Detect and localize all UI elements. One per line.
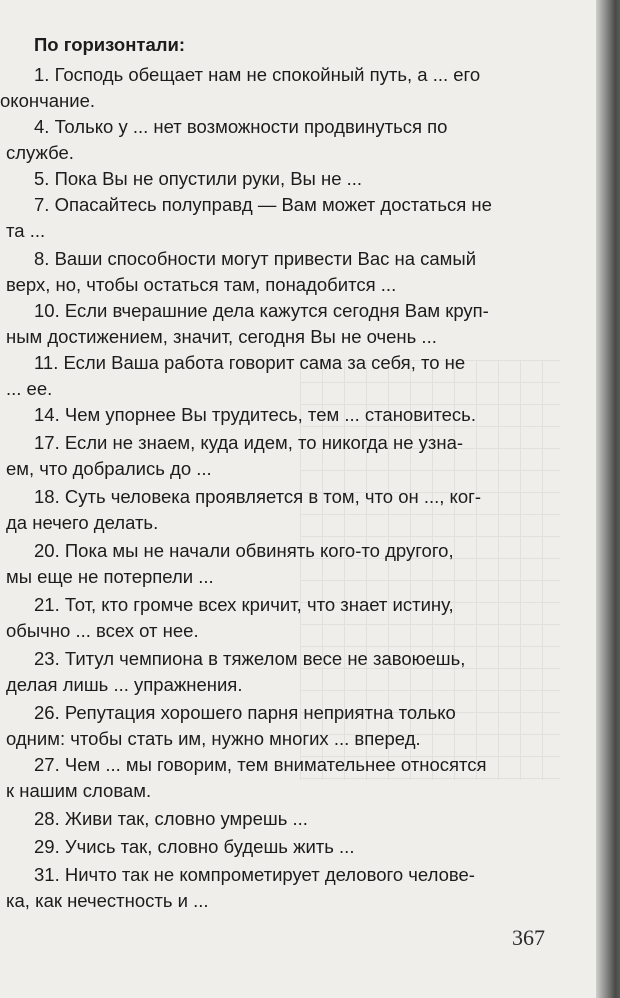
clue-line: мы еще не потерпели ... bbox=[6, 566, 214, 587]
clue-line: одним: чтобы стать им, нужно многих ... вперед. bbox=[6, 728, 421, 749]
clue-27 bbox=[6, 752, 546, 804]
clue-5 bbox=[6, 166, 546, 192]
clue-line: делая лишь ... упражнения. bbox=[6, 674, 243, 695]
clue-23 bbox=[6, 646, 546, 698]
clue-line: верх, но, чтобы остаться там, понадобится ... bbox=[6, 274, 397, 295]
clue-line: 26. Репутация хорошего парня неприятна только bbox=[34, 702, 456, 723]
clue-18 bbox=[6, 484, 546, 536]
clue-line: 11. Если Ваша работа говорит сама за себя, то не bbox=[34, 352, 466, 373]
clue-11 bbox=[6, 350, 546, 402]
clue-line: к нашим словам. bbox=[6, 780, 152, 801]
clue-line: 1. Господь обещает нам не спокойный путь, а ... его bbox=[34, 64, 481, 85]
clue-8 bbox=[6, 246, 546, 298]
clue-line: 14. Чем упорнее Вы трудитесь, тем ... становитесь. bbox=[34, 404, 476, 425]
clue-line: 28. Живи так, словно умрешь ... bbox=[34, 808, 308, 829]
clue-10 bbox=[6, 298, 546, 350]
clue-7 bbox=[6, 192, 546, 244]
clue-line: 4. Только у ... нет возможности продвинуться по bbox=[34, 116, 448, 137]
clue-line: 8. Ваши способности могут привести Вас на самый bbox=[34, 248, 477, 269]
clue-line: 10. Если вчерашние дела кажутся сегодня Вам круп- bbox=[34, 300, 489, 321]
clue-line: ным достижением, значит, сегодня Вы не очень ... bbox=[6, 326, 437, 347]
clue-line: да нечего делать. bbox=[6, 512, 159, 533]
clue-26 bbox=[6, 700, 546, 752]
clue-20 bbox=[6, 538, 546, 590]
clue-line: ем, что добрались до ... bbox=[6, 458, 212, 479]
clue-line: та ... bbox=[6, 220, 46, 241]
clue-line: 20. Пока мы не начали обвинять кого-то другого, bbox=[34, 540, 454, 561]
clue-line: 7. Опасайтесь полуправд — Вам может достаться не bbox=[34, 194, 492, 215]
clue-line: ка, как нечестность и ... bbox=[6, 890, 209, 911]
clue-line: 27. Чем ... мы говорим, тем внимательнее относятся bbox=[34, 754, 487, 775]
clue-line: 31. Ничто так не компрометирует делового челове- bbox=[34, 864, 475, 885]
clue-4 bbox=[6, 114, 546, 166]
clue-line: 5. Пока Вы не опустили руки, Вы не ... bbox=[34, 168, 363, 189]
clue-line: 18. Суть человека проявляется в том, что он ..., ког- bbox=[34, 486, 482, 507]
clue-1 bbox=[0, 62, 546, 114]
clue-21 bbox=[6, 592, 546, 644]
book-binding-edge bbox=[596, 0, 620, 998]
section-heading: По горизонтали: bbox=[34, 34, 186, 55]
clue-31 bbox=[6, 862, 546, 914]
clue-line: окончание. bbox=[0, 90, 96, 111]
clue-14 bbox=[6, 402, 546, 428]
clue-28 bbox=[6, 806, 546, 832]
page-number: 367 bbox=[512, 925, 545, 950]
clue-29 bbox=[6, 834, 546, 860]
clue-line: ... ее. bbox=[6, 378, 53, 399]
clue-line: 23. Титул чемпиона в тяжелом весе не завоюешь, bbox=[34, 648, 466, 669]
clue-line: 21. Тот, кто громче всех кричит, что знает истину, bbox=[34, 594, 454, 615]
clue-17 bbox=[6, 430, 546, 482]
clue-line: обычно ... всех от нее. bbox=[6, 620, 199, 641]
clue-line: 29. Учись так, словно будешь жить ... bbox=[34, 836, 355, 857]
clue-line: службе. bbox=[6, 142, 74, 163]
clue-line: 17. Если не знаем, куда идем, то никогда не узна- bbox=[34, 432, 464, 453]
